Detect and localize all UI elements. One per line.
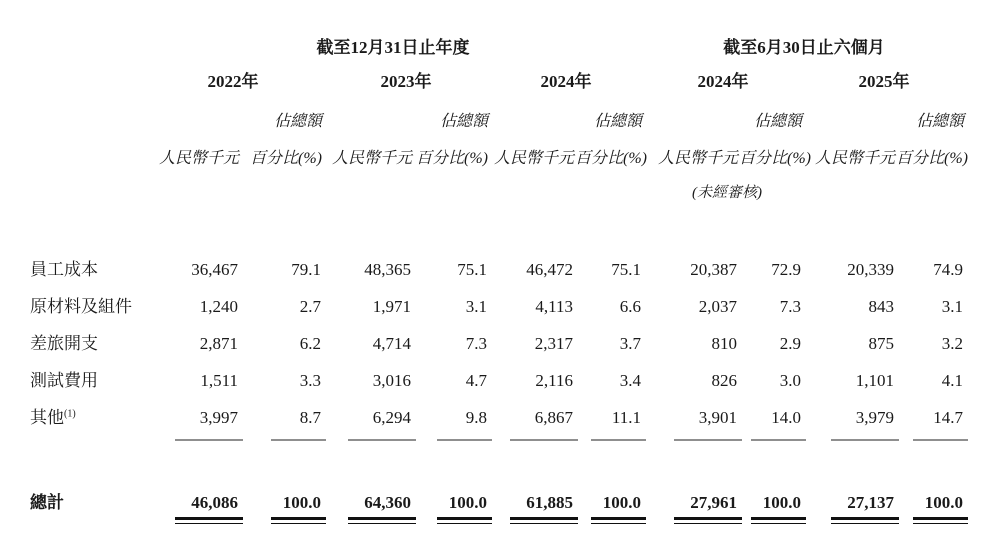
total-pct-cell: 100.0 (762, 493, 801, 513)
amount-cell: 2,037 (698, 297, 737, 317)
table-row-testing-fees (30, 363, 965, 400)
share-of-total-label: 佔總額 (439, 113, 488, 131)
row-label: 其他$^{(1)}$ (30, 408, 76, 428)
pct-unit-label: 百分比(%) (575, 150, 647, 168)
unaudited-note-row (30, 168, 965, 201)
single-rule (348, 439, 416, 441)
single-rule (674, 439, 742, 441)
total-amount-cell: 46,086 (191, 493, 238, 513)
total-pct-cell: 100.0 (602, 493, 641, 513)
double-rule (510, 517, 578, 524)
total-amount-cell: 27,137 (847, 493, 894, 513)
table-row-raw-materials (30, 289, 965, 326)
single-rule (175, 439, 243, 441)
year-header-row (30, 58, 965, 92)
pct-cell: 3.3 (299, 371, 321, 391)
pct-cell: 7.3 (465, 334, 487, 354)
pct-unit-label: 百分比(%) (250, 150, 322, 168)
amount-unit-label: 人民幣千元 (493, 150, 574, 168)
footnote-marker: (1) (64, 408, 76, 420)
share-of-total-label: 佔總額 (273, 113, 322, 131)
pct-cell: 6.6 (619, 297, 641, 317)
amount-cell: 20,387 (690, 260, 737, 280)
amount-unit-label: 人民幣千元 (657, 150, 738, 168)
amount-cell: 4,113 (535, 297, 573, 317)
amount-cell: 6,867 (534, 408, 573, 428)
total-rule-row (30, 513, 965, 531)
double-rule (175, 517, 243, 524)
amount-cell: 3,979 (855, 408, 894, 428)
amount-cell: 1,971 (372, 297, 411, 317)
pct-cell: 3.2 (941, 334, 963, 354)
period-group-fiscal-year: 截至12月31日止年度 (316, 38, 470, 58)
single-rule (510, 439, 578, 441)
total-amount-cell: 61,885 (526, 493, 573, 513)
amount-cell: 3,997 (199, 408, 238, 428)
amount-cell: 1,511 (200, 371, 238, 391)
table-row-staff-costs (30, 252, 965, 289)
amount-cell: 3,901 (698, 408, 737, 428)
year-header-2025-6m: 2025年 (858, 72, 910, 92)
share-of-total-label: 佔總額 (753, 113, 802, 131)
pct-cell: 3.0 (779, 371, 801, 391)
amount-cell: 6,294 (372, 408, 411, 428)
period-group-six-months: 截至6月30日止六個月 (723, 38, 885, 58)
double-rule (831, 517, 899, 524)
pct-cell: 3.7 (619, 334, 641, 354)
double-rule (271, 517, 326, 524)
pct-cell: 14.7 (933, 408, 963, 428)
total-label: 總計 (30, 493, 64, 513)
total-amount-cell: 27,961 (690, 493, 737, 513)
pct-cell: 72.9 (771, 260, 801, 280)
pct-cell: 3.4 (619, 371, 641, 391)
share-of-total-row (30, 92, 965, 131)
single-rule (437, 439, 492, 441)
share-of-total-label: 佔總額 (915, 113, 964, 131)
period-group-row (30, 28, 965, 58)
pct-cell: 14.0 (771, 408, 801, 428)
pct-cell: 4.1 (941, 371, 963, 391)
unaudited-note: (未經審核) (692, 184, 762, 201)
pct-cell: 11.1 (611, 408, 641, 428)
pct-cell: 3.1 (941, 297, 963, 317)
amount-cell: 4,714 (372, 334, 411, 354)
pct-unit-label: 百分比(%) (739, 150, 811, 168)
amount-cell: 875 (868, 334, 894, 354)
year-header-2022: 2022年 (207, 72, 259, 92)
single-rule (751, 439, 806, 441)
amount-cell: 1,101 (855, 371, 894, 391)
amount-cell: 3,016 (372, 371, 411, 391)
amount-cell: 48,365 (364, 260, 411, 280)
amount-cell: 1,240 (199, 297, 238, 317)
pct-cell: 75.1 (457, 260, 487, 280)
amount-unit-label: 人民幣千元 (331, 150, 412, 168)
amount-cell: 810 (711, 334, 737, 354)
year-header-2023: 2023年 (380, 72, 432, 92)
row-label: 原材料及組件 (30, 297, 132, 317)
pct-cell: 79.1 (291, 260, 321, 280)
year-header-2024-6m: 2024年 (697, 72, 749, 92)
amount-cell: 2,116 (535, 371, 573, 391)
amount-cell: 20,339 (847, 260, 894, 280)
double-rule (437, 517, 492, 524)
pct-cell: 6.2 (299, 334, 321, 354)
pct-cell: 7.3 (779, 297, 801, 317)
share-of-total-label: 佔總額 (593, 113, 642, 131)
single-rule (591, 439, 646, 441)
row-label: 員工成本 (30, 260, 98, 280)
amount-unit-label: 人民幣千元 (158, 150, 239, 168)
subtotal-rule-row (30, 437, 965, 447)
single-rule (271, 439, 326, 441)
total-pct-cell: 100.0 (924, 493, 963, 513)
total-pct-cell: 100.0 (448, 493, 487, 513)
amount-cell: 46,472 (526, 260, 573, 280)
double-rule (674, 517, 742, 524)
pct-cell: 2.9 (779, 334, 801, 354)
amount-cell: 2,317 (534, 334, 573, 354)
amount-cell: 826 (711, 371, 737, 391)
total-amount-cell: 64,360 (364, 493, 411, 513)
double-rule (751, 517, 806, 524)
table-row-total (30, 483, 965, 513)
row-label: 測試費用 (30, 371, 98, 391)
amount-cell: 843 (868, 297, 894, 317)
single-rule (913, 439, 968, 441)
row-label: 差旅開支 (30, 334, 98, 354)
single-rule (831, 439, 899, 441)
pct-cell: 75.1 (611, 260, 641, 280)
table-row-others (30, 400, 965, 437)
pct-cell: 4.7 (465, 371, 487, 391)
pct-cell: 8.7 (299, 408, 321, 428)
pct-unit-label: 百分比(%) (416, 150, 488, 168)
pct-cell: 3.1 (465, 297, 487, 317)
year-header-2024-fy: 2024年 (540, 72, 592, 92)
double-rule (591, 517, 646, 524)
amount-cell: 2,871 (199, 334, 238, 354)
double-rule (913, 517, 968, 524)
cost-breakdown-table (30, 28, 968, 531)
pct-cell: 74.9 (933, 260, 963, 280)
pct-cell: 2.7 (299, 297, 321, 317)
units-header-row (30, 131, 965, 168)
double-rule (348, 517, 416, 524)
amount-cell: 36,467 (191, 260, 238, 280)
pct-unit-label: 百分比(%) (896, 150, 968, 168)
pct-cell: 9.8 (465, 408, 487, 428)
table-row-travel-expenses (30, 326, 965, 363)
total-pct-cell: 100.0 (282, 493, 321, 513)
amount-unit-label: 人民幣千元 (814, 150, 895, 168)
